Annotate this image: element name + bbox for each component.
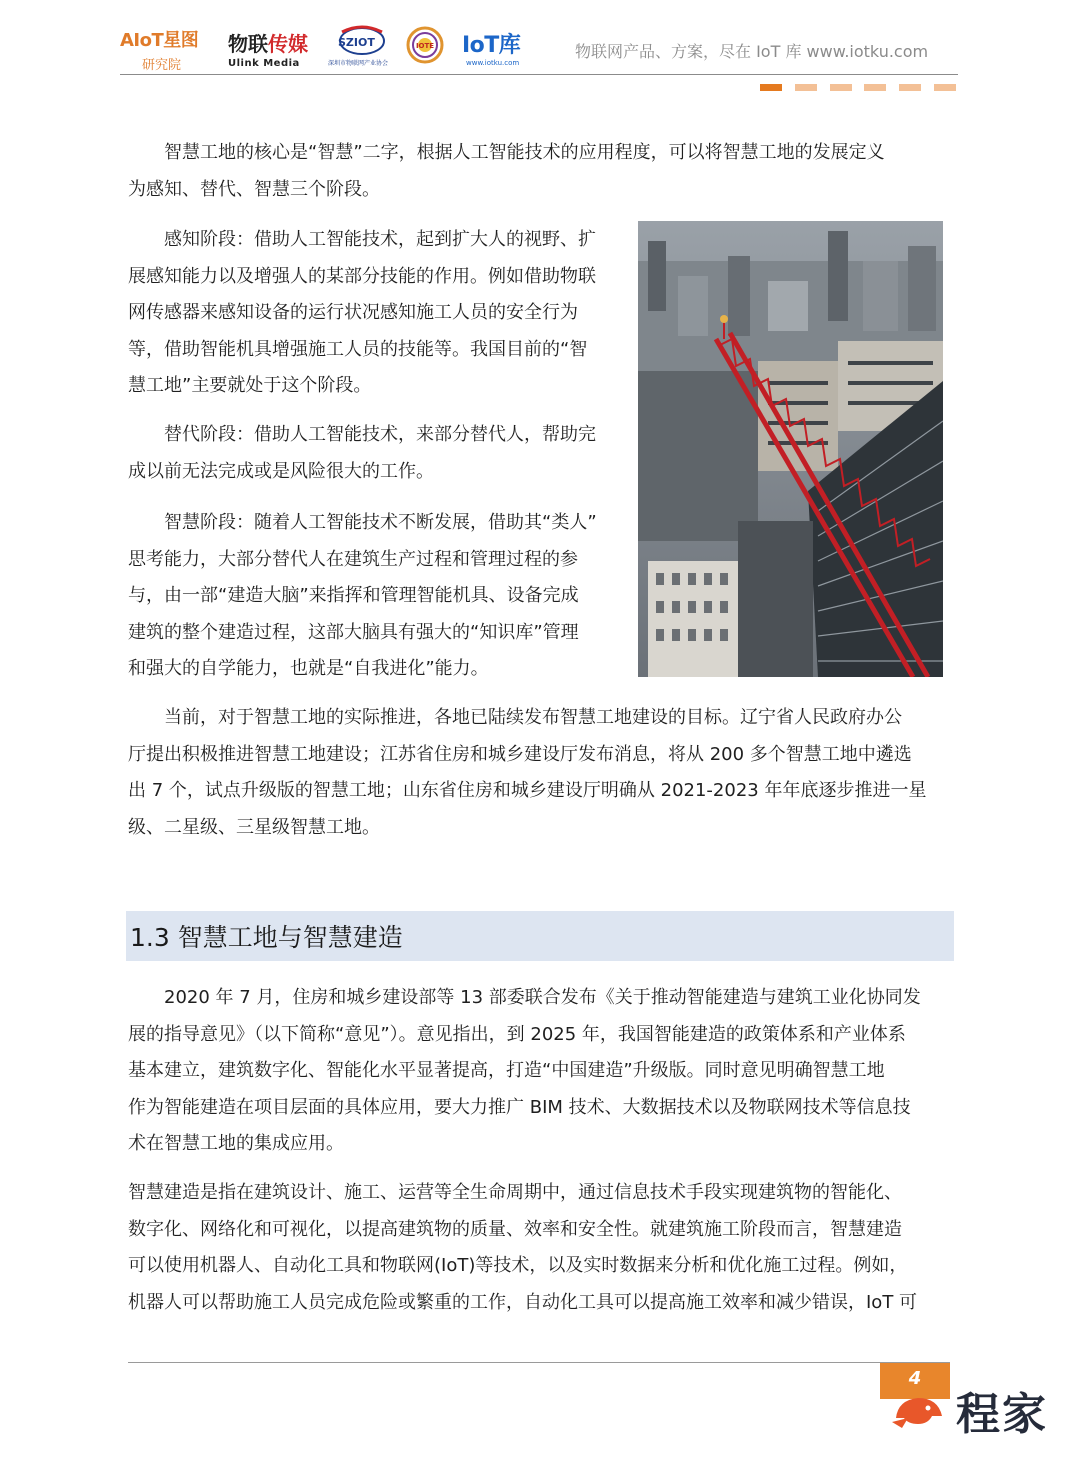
text-line: 当前，对于智慧工地的实际推进，各地已陆续发布智慧工地建设的目标。辽宁省人民政府办公: [164, 707, 902, 728]
text-line: 作为智能建造在项目层面的具体应用，要大力推广 BIM 技术、大数据技术以及物联网技术等信息技: [128, 1096, 911, 1118]
sziot-logo-text: SZIOT: [338, 36, 375, 49]
text-line: 展的指导意见》（以下简称“意见”）。意见指出，到 2025 年，我国智能建造的政策体系和产业体系: [128, 1023, 906, 1045]
iotku-logo: [462, 28, 524, 67]
text-line: 建筑的整个建造过程，这部大脑具有强大的“知识库”管理: [128, 621, 579, 643]
iote-emblem-icon: [406, 26, 444, 64]
text-line: 智慧阶段：随着人工智能技术不断发展，借助其“类人”: [164, 512, 597, 533]
paragraph-intro: [128, 135, 950, 208]
ulink-logo-cn-a: 物联: [228, 32, 268, 56]
text-line: 慧工地”主要就处于这个阶段。: [128, 375, 372, 396]
construction-crane-photo: [638, 221, 943, 677]
ulink-logo-en: Ulink Media: [228, 58, 300, 69]
text-line: 级、二星级、三星级智慧工地。: [128, 816, 380, 838]
paragraph-current-progress: [128, 700, 950, 846]
text-line: 网传感器来感知设备的运行状况感知施工人员的安全行为: [128, 302, 578, 323]
page-number: 4: [908, 1368, 922, 1389]
ulink-logo-cn-b: 传媒: [268, 32, 308, 56]
aiot-logo-line1: AIoT星图: [120, 30, 199, 51]
text-line: 和强大的自学能力，也就是“自我进化”能力。: [128, 658, 489, 679]
text-line: 2020 年 7 月，住房和城乡建设部等 13 部委联合发布《关于推动智能建造与建筑工业化协同发: [164, 987, 921, 1008]
text-line: 基本建立，建筑数字化、智能化水平显著提高，打造“中国建造”升级版。同时意见明确智慧工地: [128, 1060, 885, 1081]
iote-logo: [406, 26, 444, 64]
iote-logo-text: IOTE: [415, 42, 435, 50]
text-line: 出 7 个，试点升级版的智慧工地；山东省住房和城乡建设厅明确从 2021-2023 年年底逐步推进一星: [128, 780, 927, 801]
text-line: 展感知能力以及增强人的某部分技能的作用。例如借助物联: [128, 265, 596, 287]
footer-divider: [128, 1362, 950, 1363]
text-line: 术在智慧工地的集成应用。: [128, 1133, 344, 1154]
iotku-logo-text: IoT库: [462, 33, 521, 58]
ulink-media-logo: [228, 28, 310, 69]
aiot-logo-line2: 研究院: [142, 58, 182, 73]
text-line: 智慧建造是指在建筑设计、施工、运营等全生命周期中，通过信息技术手段实现建筑物的智能化、: [128, 1182, 902, 1203]
text-line: 思考能力，大部分替代人在建筑生产过程和管理过程的参: [128, 548, 578, 570]
watermark-bird-icon: [888, 1388, 950, 1430]
text-line: 感知阶段：借助人工智能技术，起到扩大人的视野、扩: [164, 229, 596, 250]
paragraph-smart-construction: [128, 1175, 950, 1321]
sziot-logo-subtitle: 深圳市物联网产业协会: [328, 60, 389, 67]
paragraph-replacement-stage: [128, 417, 624, 490]
sziot-logo: [326, 24, 398, 70]
paragraph-perception-stage: [128, 222, 624, 405]
text-line: 为感知、替代、智慧三个阶段。: [128, 178, 380, 200]
header-tagline: 物联网产品、方案，尽在 IoT 库 www.iotku.com: [575, 42, 929, 61]
aiot-logo: [120, 26, 210, 73]
header-dash-decoration: [760, 84, 956, 92]
text-line: 数字化、网络化和可视化，以提高建筑物的质量、效率和安全性。就建筑施工阶段而言，智慧建造: [128, 1218, 902, 1240]
text-line: 替代阶段：借助人工智能技术，来部分替代人，帮助完: [164, 424, 596, 445]
paragraph-intelligence-stage: [128, 505, 624, 688]
text-line: 机器人可以帮助施工人员完成危险或繁重的工作，自动化工具可以提高施工效率和减少错误，IoT 可: [128, 1291, 918, 1313]
iotku-logo-url: www.iotku.com: [466, 59, 520, 67]
text-line: 等，借助智能机具增强施工人员的技能等。我国目前的“智: [128, 338, 588, 360]
paragraph-policy-2020: [128, 980, 950, 1163]
text-line: 智慧工地的核心是“智慧”二字，根据人工智能技术的应用程度，可以将智慧工地的发展定义: [164, 142, 885, 163]
watermark-text: 程家: [956, 1389, 1048, 1440]
text-line: 可以使用机器人、自动化工具和物联网(IoT)等技术，以及实时数据来分析和优化施工过程。例如，: [128, 1255, 908, 1276]
header-divider: [120, 74, 958, 75]
text-line: 厅提出积极推进智慧工地建设；江苏省住房和城乡建设厅发布消息，将从 200 多个智慧工地中遴选: [128, 743, 912, 765]
section-heading: 1.3 智慧工地与智慧建造: [130, 923, 403, 952]
text-line: 与，由一部“建造大脑”来指挥和管理智能机具、设备完成: [128, 585, 579, 606]
crane-city-image: [638, 221, 943, 677]
text-line: 成以前无法完成或是风险很大的工作。: [128, 460, 434, 482]
